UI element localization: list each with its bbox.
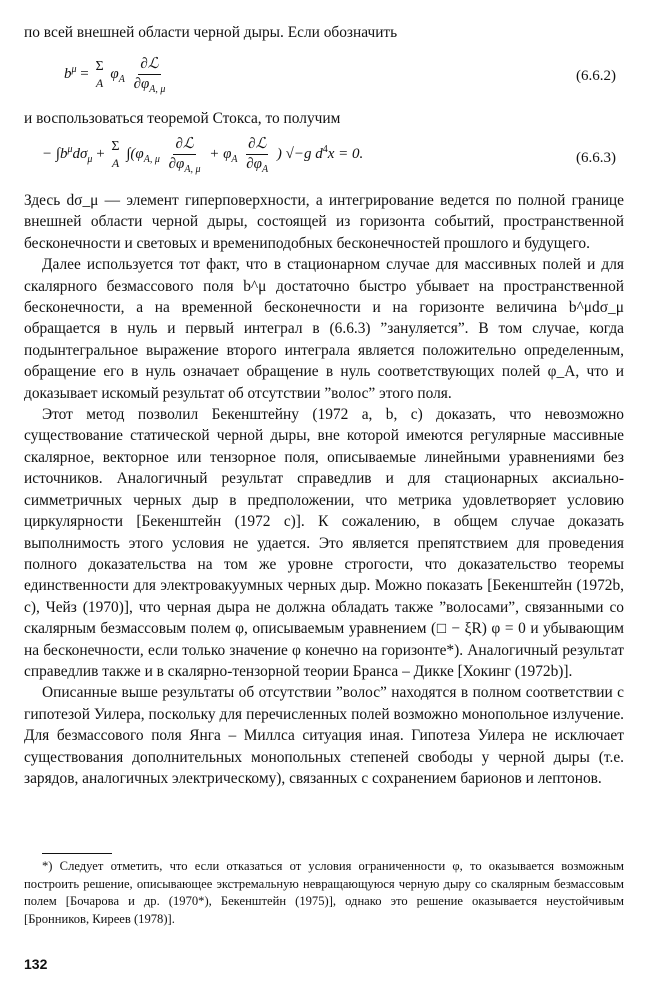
- paragraph-1: Здесь dσ_μ — элемент гиперповерхности, а интегрирование ведется по полной границе внешней области черной дыры, состоящей из горизонта событий, пространственной бесконечности и световых и времениподобных бесконечностей прошлого и будущего.: [24, 192, 624, 252]
- equation-6-6-2: [64, 54, 170, 95]
- eq2-phi-sub1: A, μ: [143, 153, 160, 165]
- eq1-lhs-sup: μ: [71, 63, 77, 75]
- eq2-plus: +: [96, 145, 105, 162]
- eq1-phi: φ: [110, 65, 119, 82]
- equation-number-6-6-3: (6.6.3): [576, 150, 616, 166]
- eq2-phi-sub2: A: [231, 153, 238, 165]
- eq1-lhs: b: [64, 65, 72, 82]
- eq2-plus2: + φ: [209, 145, 232, 162]
- paragraph-2: Далее используется тот факт, что в стационарном случае для массивных полей и для скалярного безмассового поля b^μ достаточно быстро убывает на пространственной бесконечности, а на временной бесконечности и на горизонте величина b^μdσ_μ обращается в нуль и первый интеграл в (6.6.3) ”зануляется”. В том случае, когда подынтегральное выражение второго интеграла является положительно определенным, обращение его в нуль означает обращение в нуль соответствующих полей φ_A, что и доказывает искомый результат об отсутствии ”волос” этого поля.: [24, 256, 624, 402]
- eq2-frac2-den: ∂φ: [246, 156, 262, 172]
- eq2-frac1-den-sub: A, μ: [184, 164, 201, 175]
- eq2-sum: [111, 139, 119, 171]
- eq2-frac1-num: ∂ℒ: [173, 134, 195, 155]
- equation-6-6-3: [42, 134, 363, 175]
- eq1-frac-num: ∂ℒ: [138, 54, 160, 75]
- body-text: [24, 190, 624, 789]
- eq2-tail: ) √−g d: [276, 145, 323, 162]
- eq2-part1-sub: μ: [87, 153, 93, 165]
- eq1-frac-den: ∂φ: [133, 76, 150, 92]
- eq2-frac2-num: ∂ℒ: [246, 134, 268, 155]
- paragraph-3: Этот метод позволил Бекенштейну (1972 a, b, c) доказать, что невозможно существование статической черной дыры, вне которой имеются регулярные массивные скалярное, векторное или тензорное поля, описываемые линейными уравнениями без источников. Аналогичный результат справедлив и для стационарных аксиально-симметричных черных дыр в предположении, что метрика удовлетворяет условию циркулярности [Бекенштейн (1972 c)]. К сожалению, в общем случае доказать выполнимость этого условия не удается. Это является препятствием для проведения полного доказательства на том же уровне строгости, что доказательство теоремы единственности для электровакуумных черных дыр. Можно показать [Бекенштейн (1972b, c), Чейз (1970)], что черная дыра не должна обладать также ”волосами”, связанными со скалярным безмассовым полем φ, описываемым уравнением (□ − ξR) φ = 0 и убывающим на бесконечности, если только значение φ конечно на горизонте*). Аналогичный результат справедлив также и в скалярно-тензорной теории Бранса – Дикке [Хокинг (1972b)].: [24, 406, 624, 680]
- eq2-part1-b: dσ: [72, 145, 88, 162]
- eq2-fraction-1: [167, 134, 203, 175]
- eq2-part1: − ∫b: [42, 145, 68, 162]
- eq1-sum-sub: A: [95, 75, 104, 90]
- eq2-integral-open: ∫(φ: [126, 145, 144, 162]
- eq2-fraction-2: [244, 134, 270, 175]
- eq2-sum-sign: Σ: [111, 138, 120, 154]
- paragraph-4: Описанные выше результаты об отсутствии ”волос” находятся в полном соответствии с гипотезой Уилера, поскольку для перечисленных полей возможно монопольное излучение. Для безмассового поля Янга – Миллса ситуация иная. Гипотеза Уилера не исключает существования дополнительных монопольных степеней свободы у черной дыры (т.е. зарядов, аналогичных электрическому), связанных с сохранением барионов и лептонов.: [24, 684, 624, 787]
- equation-number-6-6-2: (6.6.2): [576, 68, 616, 84]
- page-number: 132: [24, 956, 48, 972]
- footnote-rule: [42, 853, 112, 854]
- eq1-fraction: [132, 54, 168, 95]
- eq1-phi-sub: A: [118, 73, 125, 85]
- eq1-sum-sign: Σ: [95, 58, 104, 74]
- eq2-tail-end: x = 0.: [327, 145, 364, 162]
- eq2-sum-sub: A: [111, 155, 120, 170]
- book-page: [24, 0, 624, 1000]
- text-line-stokes: и воспользоваться теоремой Стокса, то получим: [24, 110, 341, 127]
- footnote: *) Следует отметить, что если отказаться от условия ограниченности φ, то оказывается возможным построить решение, описывающее экстремальную невращающуюся черную дыру со скалярным безмассовым полем [Бочарова и др. (1970*), Бекенштейн (1975)], однако это решение оказывается неустойчивым [Бронников, Киреев (1978)].: [24, 859, 624, 926]
- eq2-tail-sup: 4: [322, 143, 328, 155]
- eq2-part1-sup: μ: [67, 143, 73, 155]
- eq2-frac2-den-sub: A: [261, 164, 269, 175]
- text-line-top: по всей внешней области черной дыры. Если обозначить: [24, 24, 398, 41]
- eq2-frac1-den: ∂φ: [168, 156, 185, 172]
- eq1-equals: =: [80, 65, 89, 82]
- eq1-sum: [96, 59, 104, 91]
- eq1-frac-den-sub: A, μ: [149, 84, 166, 95]
